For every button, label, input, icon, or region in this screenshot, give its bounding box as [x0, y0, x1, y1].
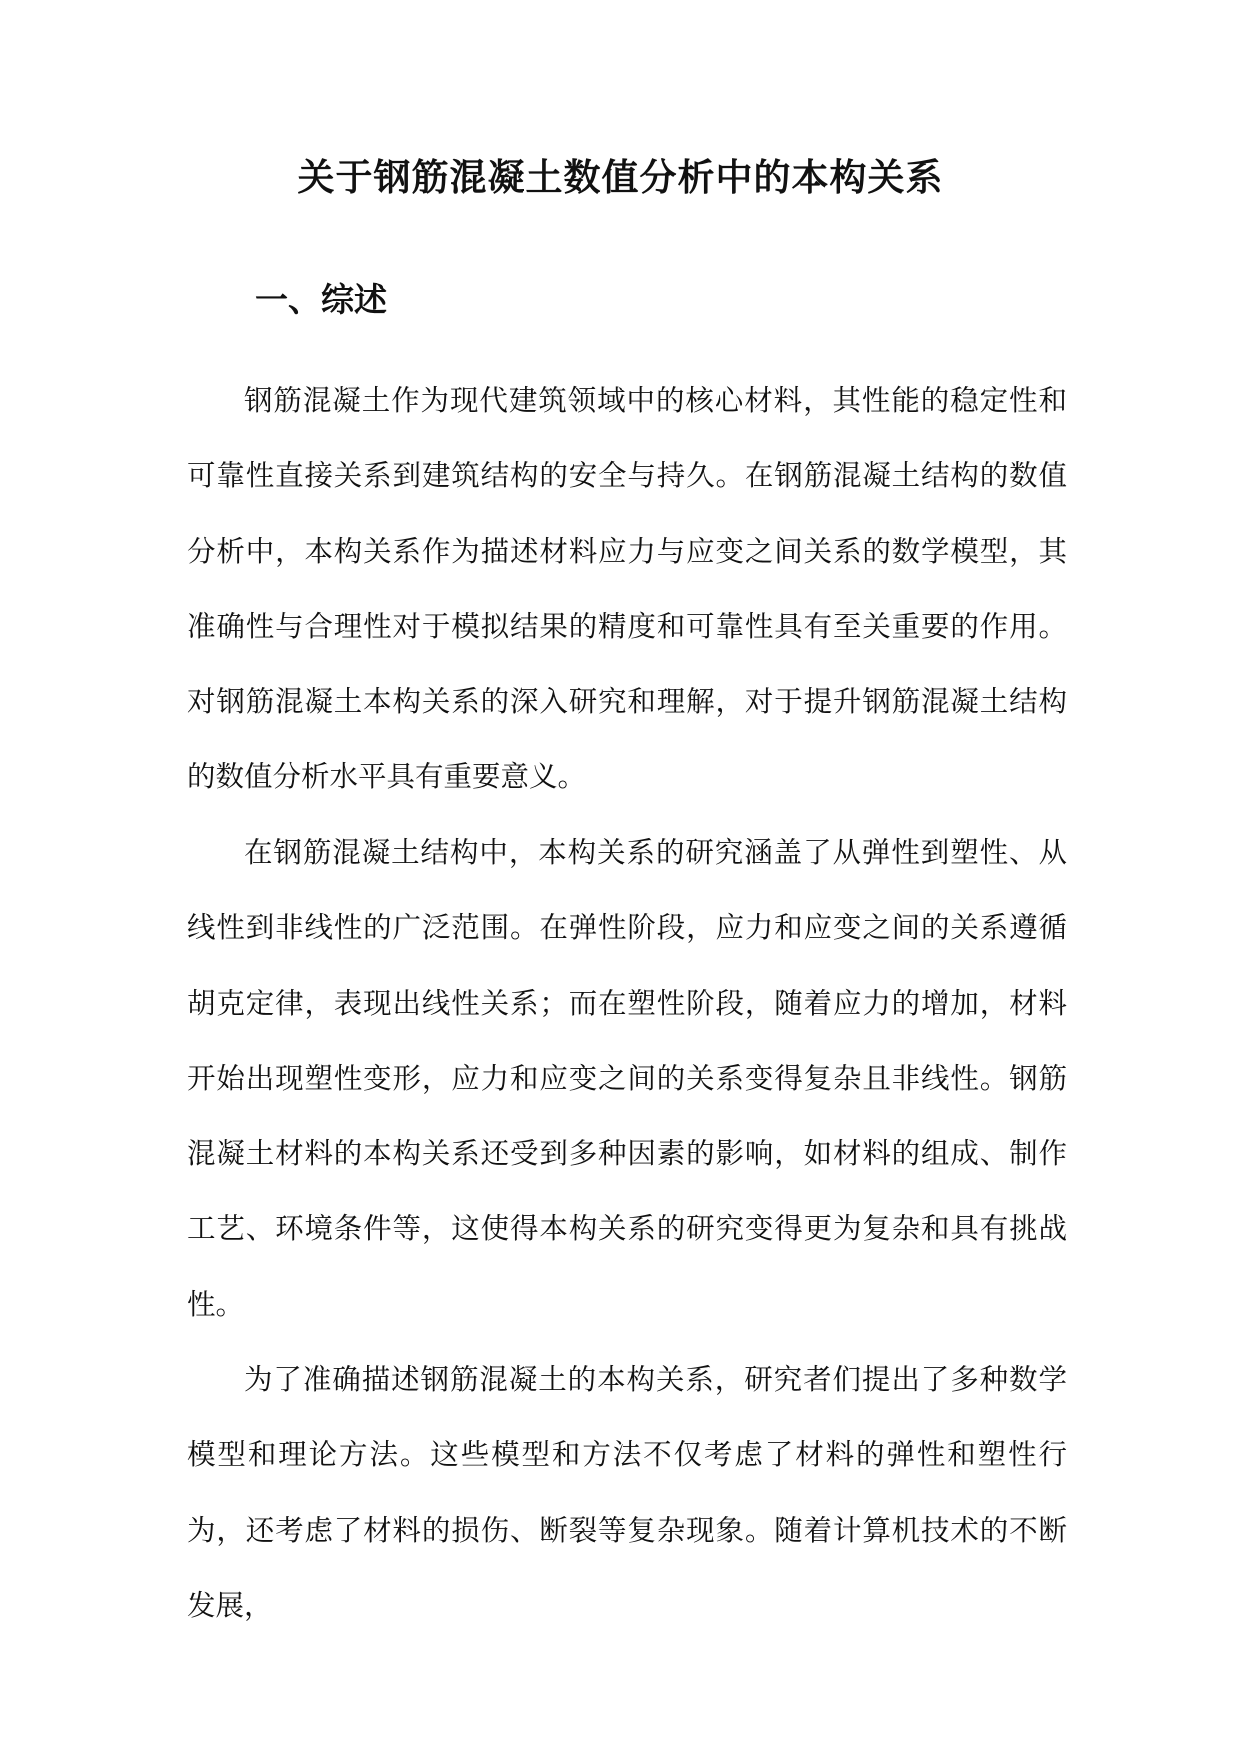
document-title: 关于钢筋混凝土数值分析中的本构关系 — [297, 155, 944, 199]
paragraph-overview-2: 在钢筋混凝土结构中，本构关系的研究涵盖了从弹性到塑性、从线性到非线性的广泛范围。在弹性阶段，应力和应变之间的关系遵循胡克定律，表现出线性关系；而在塑性阶段，随着应力的增加，材料开始出现塑性变形，应力和应变之间的关系变得复杂且非线性。钢筋混凝土材料的本构关系还受到多种因素的影响，如材料的组成、制作工艺、环境条件等，这使得本构关系的研究变得更为复杂和具有挑战性。 — [187, 836, 1067, 1321]
paragraph-overview-1: 钢筋混凝土作为现代建筑领域中的核心材料，其性能的稳定性和可靠性直接关系到建筑结构的安全与持久。在钢筋混凝土结构的数值分析中，本构关系作为描述材料应力与应变之间关系的数学模型，其准确性与合理性对于模拟结果的精度和可靠性具有至关重要的作用。对钢筋混凝土本构关系的深入研究和理解，对于提升钢筋混凝土结构的数值分析水平具有重要意义。 — [187, 384, 1067, 794]
section-heading: 一、综述 — [255, 280, 387, 319]
paragraph-overview-3: 为了准确描述钢筋混凝土的本构关系，研究者们提出了多种数学模型和理论方法。这些模型和方法不仅考虑了材料的弹性和塑性行为，还考虑了材料的损伤、断裂等复杂现象。随着计算机技术的不断发展， — [187, 1363, 1067, 1622]
